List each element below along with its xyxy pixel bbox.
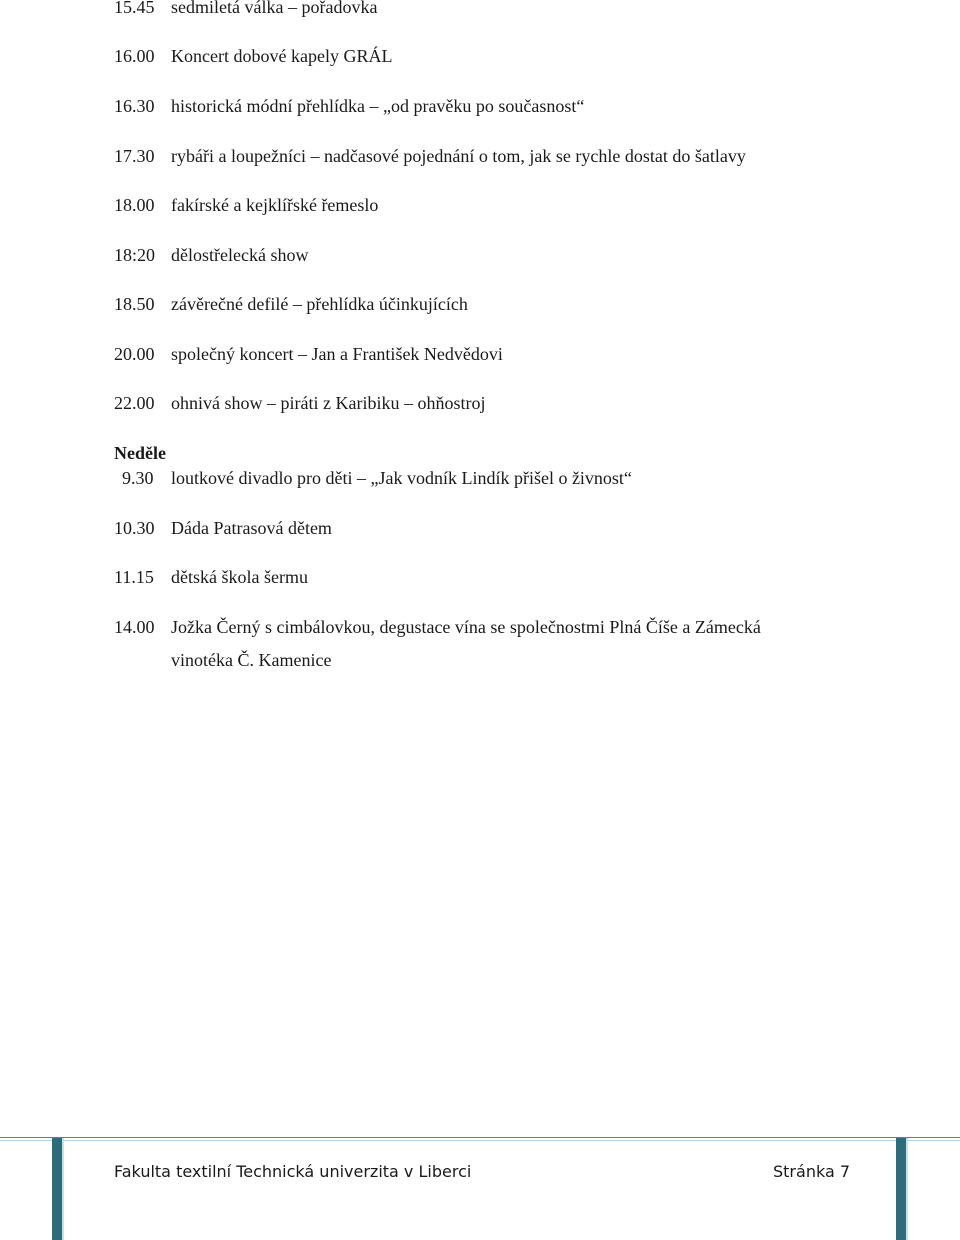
entry-time: 9.30 <box>122 468 154 488</box>
schedule-entry <box>114 140 834 173</box>
entry-text: Dáda Patrasová dětem <box>171 518 332 538</box>
schedule-entry <box>114 189 834 222</box>
footer-right-bar <box>896 1138 908 1240</box>
schedule-entry <box>114 512 834 545</box>
schedule-entry <box>114 288 834 321</box>
entry-time: 18:20 <box>114 245 156 265</box>
footer-institution: Fakulta textilní Technická univerzita v Liberci <box>114 1162 472 1181</box>
day-heading-sunday: Neděle <box>114 443 166 463</box>
schedule-entry <box>114 239 834 272</box>
entry-text: Koncert dobové kapely GRÁL <box>171 46 393 66</box>
entry-text: sedmiletá válka – pořadovka <box>171 0 378 17</box>
entry-time: 10.30 <box>114 518 155 538</box>
entry-time: 16.00 <box>114 46 155 66</box>
entry-time: 16.30 <box>114 96 155 116</box>
entry-text: loutkové divadlo pro děti – „Jak vodník Lindík přišel o živnost“ <box>171 468 632 488</box>
schedule-entry <box>114 0 834 24</box>
entry-time: 14.00 <box>114 617 155 637</box>
entry-time: 11.15 <box>114 567 154 587</box>
entry-text: závěrečné defilé – přehlídka účinkujících <box>171 294 468 314</box>
schedule-entry <box>114 561 834 594</box>
entry-time: 18.00 <box>114 195 155 215</box>
entry-time: 17.30 <box>114 146 155 166</box>
entry-text: rybáři a loupežníci – nadčasové pojednání o tom, jak se rychle dostat do šatlavy <box>171 146 746 166</box>
entry-text: Jožka Černý s cimbálovkou, degustace vína se společnostmi Plná Číše a Zámecká <box>171 617 761 637</box>
schedule-entry <box>114 387 834 420</box>
entry-text: fakírské a kejklířské řemeslo <box>171 195 379 215</box>
schedule-entry <box>114 611 834 677</box>
entry-text: dětská škola šermu <box>171 567 308 587</box>
footer-rule <box>0 1137 960 1138</box>
entry-time: 22.00 <box>114 393 155 413</box>
entry-text: dělostřelecká show <box>171 245 309 265</box>
footer-rule-light <box>0 1140 960 1141</box>
entry-text: společný koncert – Jan a František Nedvědovi <box>171 344 503 364</box>
entry-text-continuation: vinotéka Č. Kamenice <box>171 650 332 670</box>
entry-text: historická módní přehlídka – „od pravěku po současnost“ <box>171 96 585 116</box>
footer-left-bar <box>52 1138 64 1240</box>
entry-time: 20.00 <box>114 344 155 364</box>
footer-page-number: Stránka 7 <box>773 1162 851 1181</box>
entry-time: 18.50 <box>114 294 155 314</box>
entry-text: ohnivá show – piráti z Karibiku – ohňostroj <box>171 393 486 413</box>
schedule-entry <box>114 462 834 495</box>
schedule-entry <box>114 40 834 73</box>
entry-time: 15.45 <box>114 0 155 17</box>
schedule-entry <box>114 338 834 371</box>
schedule-entry <box>114 90 834 123</box>
